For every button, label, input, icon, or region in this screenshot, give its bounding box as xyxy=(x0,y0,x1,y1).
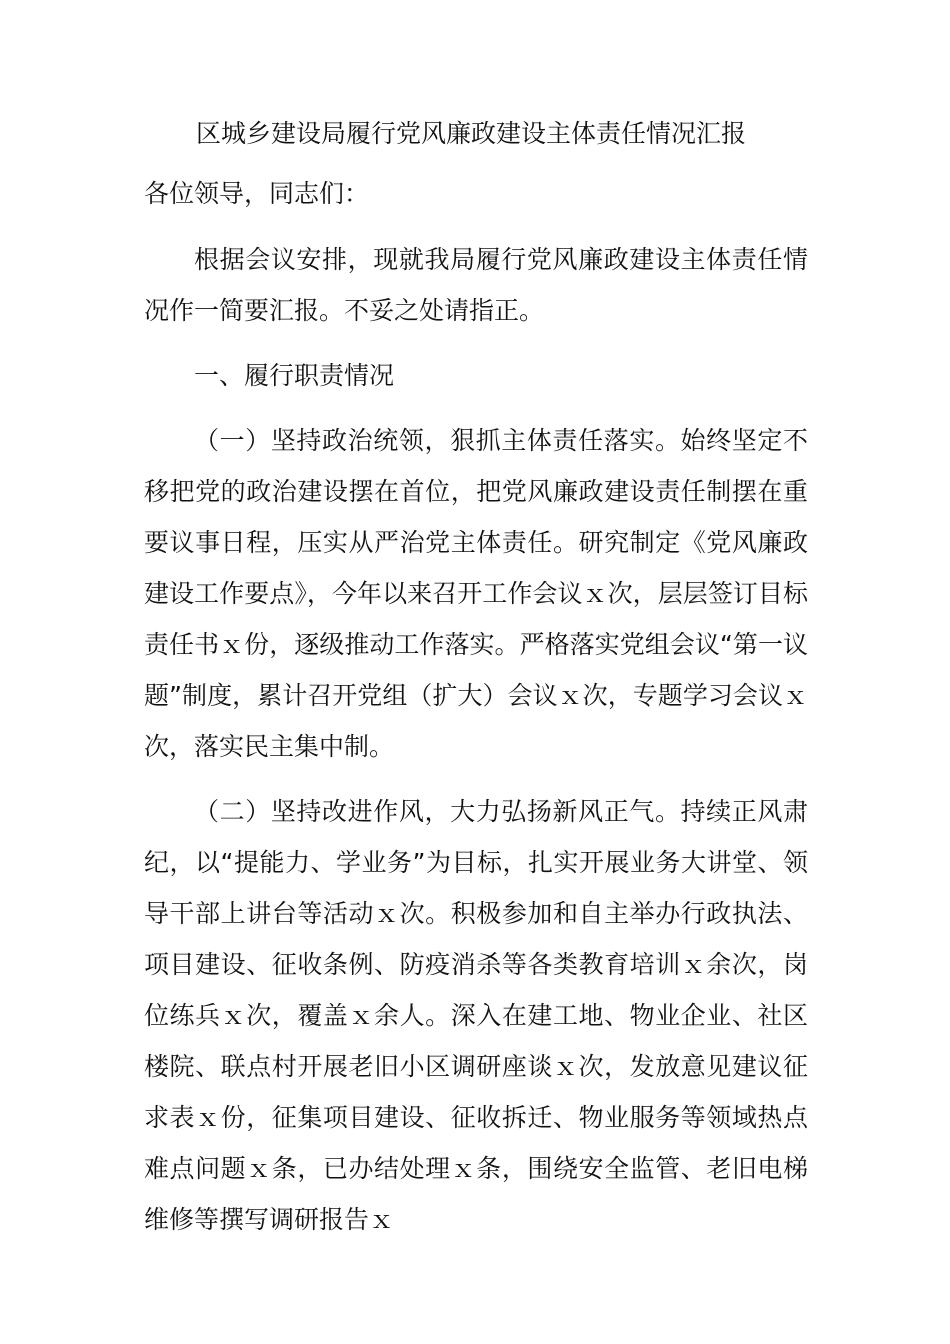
document-page xyxy=(144,112,808,1259)
section-heading: 一、履行职责情况 xyxy=(194,361,395,390)
paragraph-1: （一）坚持政治统领，狠抓主体责任落实。始终坚定不移把党的政治建设摆在首位，把党风廉政建设责任制摆在重要议事日程，压实从严治党主体责任。研究制定《党风廉政建设工作要点》，今年以来召开工作会议ｘ次，层层签订目标责任书ｘ份，逐级推动工作落实。严格落实党组会议“第一议题”制度，累计召开党组（扩大）会议ｘ次，专题学习会议ｘ次，落实民主集中制。 xyxy=(144,426,808,761)
intro-paragraph: 根据会议安排，现就我局履行党风廉政建设主体责任情况作一简要汇报。不妥之处请指正。 xyxy=(144,245,808,325)
paragraph-2: （二）坚持改进作风，大力弘扬新风正气。持续正风肃纪，以“提能力、学业务”为目标，扎实开展业务大讲堂、领导干部上讲台等活动ｘ次。积极参加和自主举办行政执法、项目建设、征收条例、防疫消杀等各类教育培训ｘ余次，岗位练兵ｘ次，覆盖ｘ余人。深入在建工地、物业企业、社区楼院、联点村开展老旧小区调研座谈ｘ次，发放意见建议征求表ｘ份，征集项目建设、征收拆迁、物业服务等领域热点难点问题ｘ条，已办结处理ｘ条，围绕安全监管、老旧电梯维修等撰写调研报告ｘ xyxy=(144,797,808,1234)
salutation: 各位领导，同志们： xyxy=(144,179,370,208)
document-title: 区城乡建设局履行党风廉政建设主体责任情况汇报 xyxy=(196,119,747,148)
